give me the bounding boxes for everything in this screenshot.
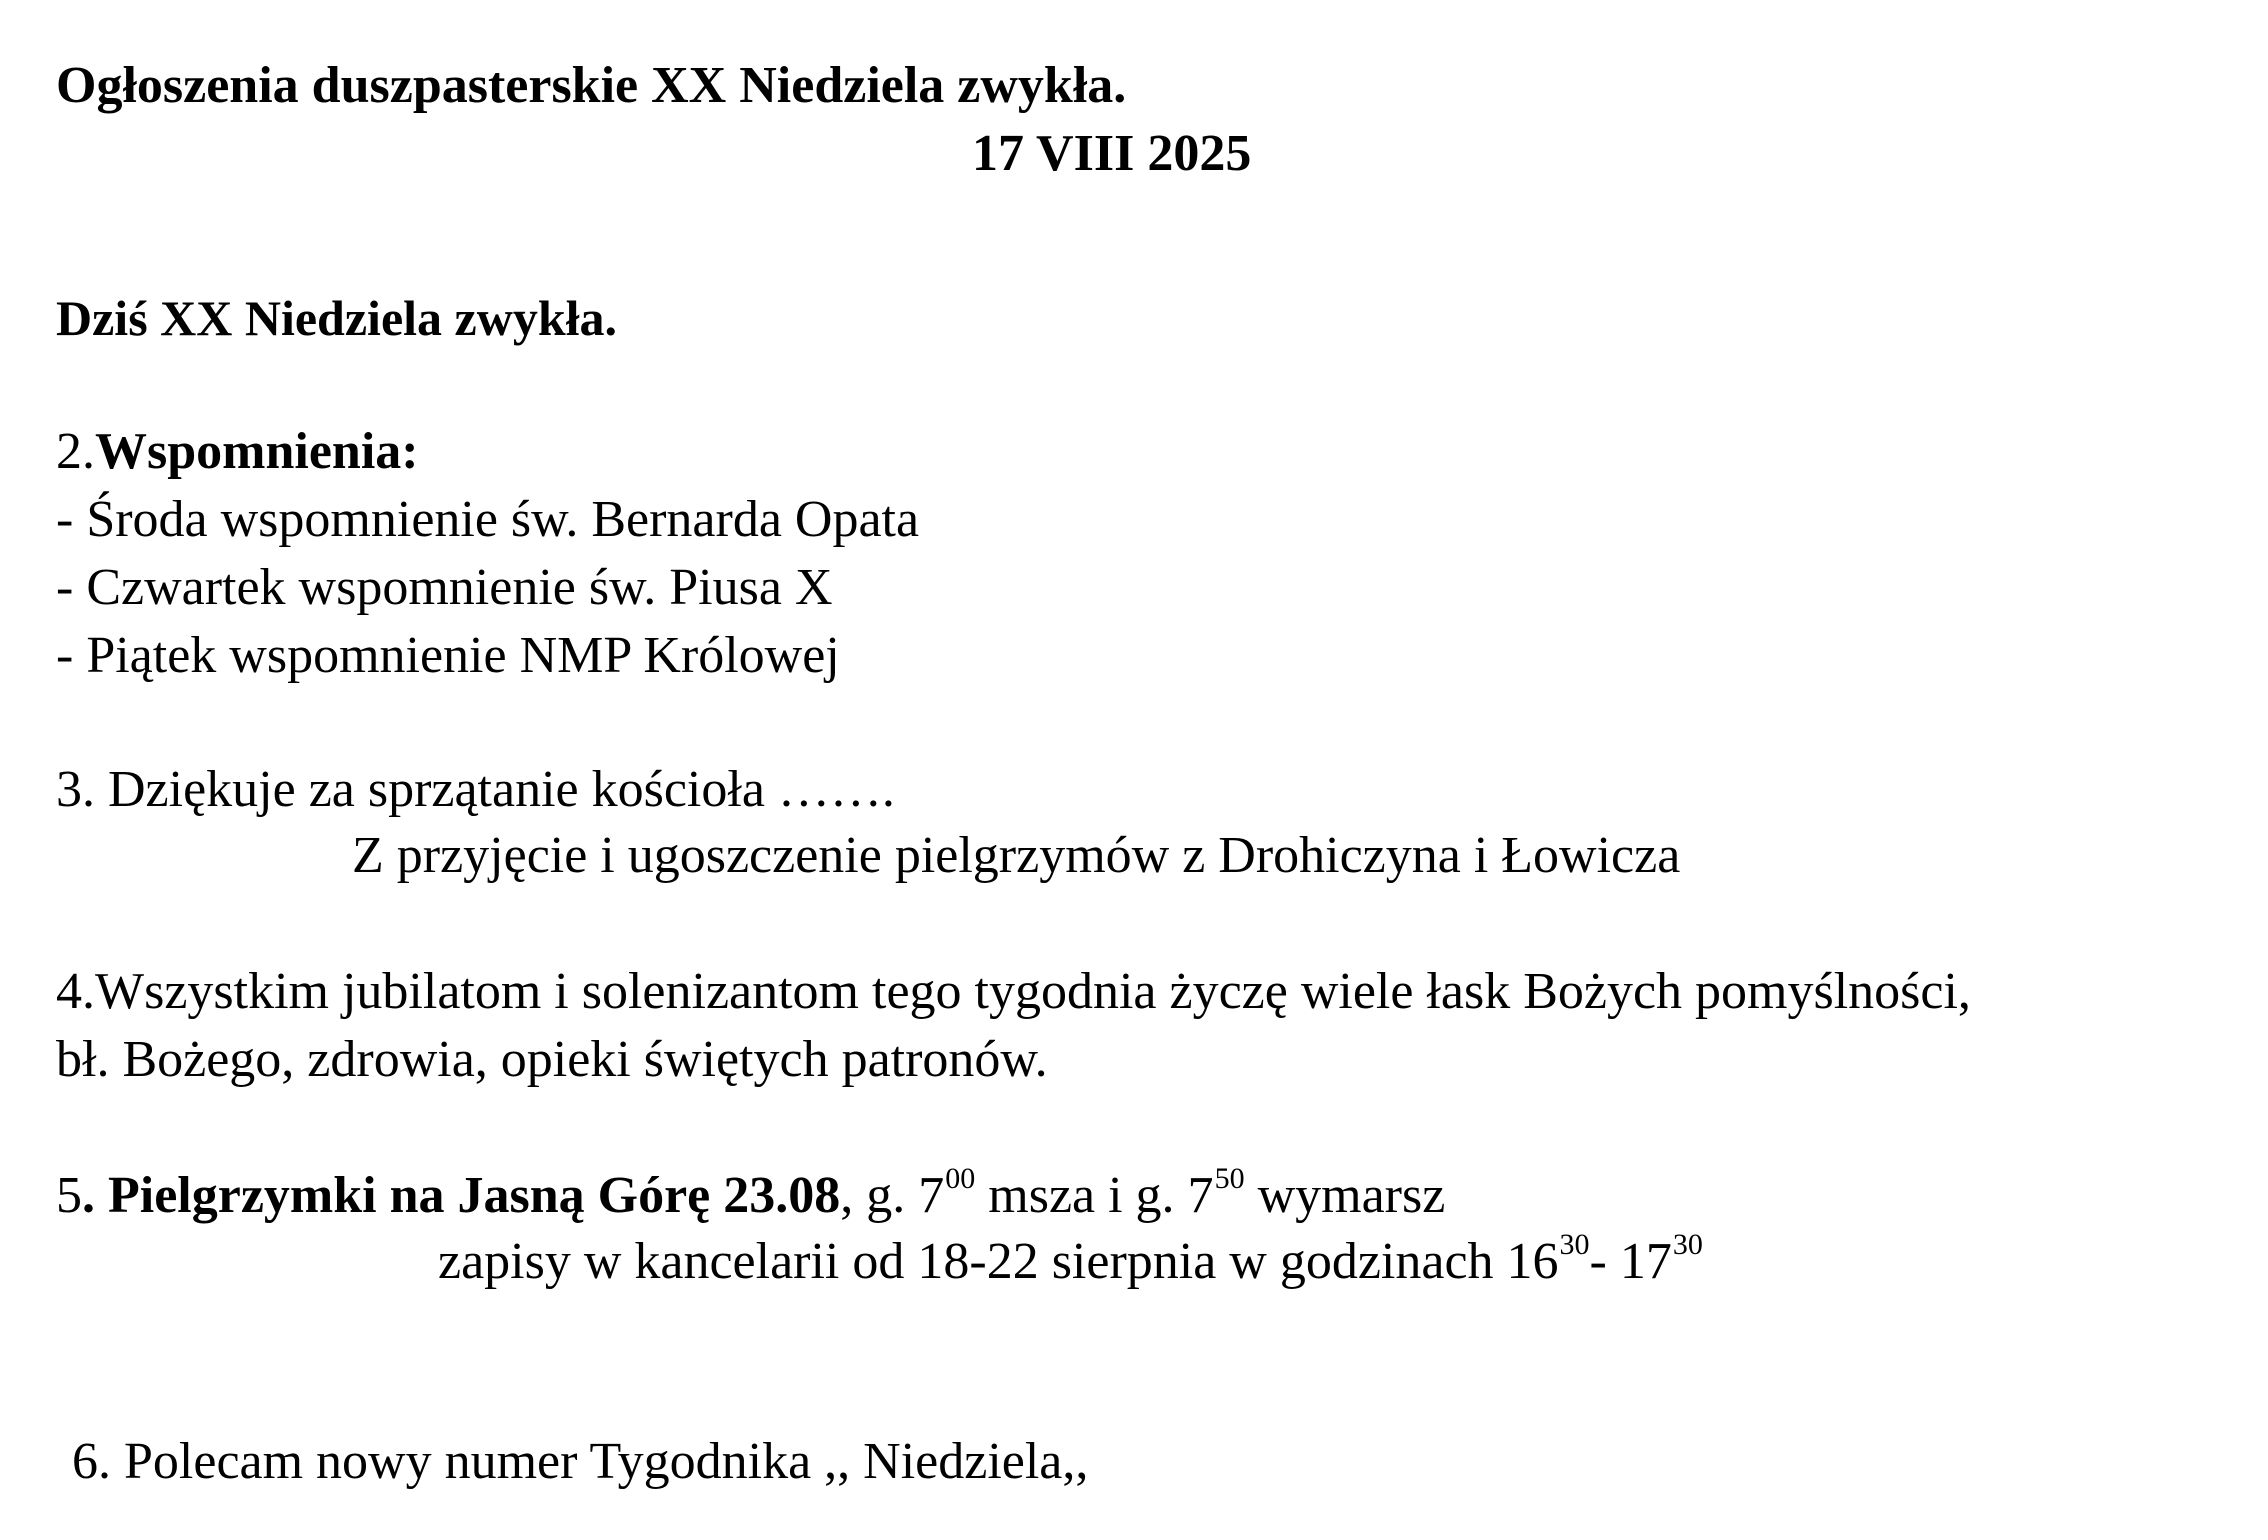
announcement-2-number: 2. <box>56 423 95 480</box>
pilgrimage-minutes-1: 00 <box>945 1162 976 1195</box>
registration-minutes-1: 30 <box>1559 1228 1590 1261</box>
pilgrimage-hour-1: , g. 7 <box>840 1167 945 1224</box>
announcement-2-title: Wspomnienia: <box>95 423 419 480</box>
announcement-4-line-2: bł. Bożego, zdrowia, opieki świętych patronów. <box>56 1031 1048 1088</box>
document-date: 17 VIII 2025 <box>972 125 1252 182</box>
memorial-friday: - Piątek wspomnienie NMP Królowej <box>56 627 840 684</box>
announcement-5-number: 5 <box>56 1167 82 1224</box>
announcement-4-line-1: 4.Wszystkim jubilatom i solenizantom tego tygodnia życzę wiele łask Bożych pomyślności, <box>56 963 1971 1020</box>
announcement-5-line-1 <box>56 1162 1445 1230</box>
announcement-5-line-2 <box>438 1228 1703 1296</box>
pilgrimage-title: . Pielgrzymki na Jasną Górę 23.08 <box>82 1167 841 1224</box>
announcement-6: 6. Polecam nowy numer Tygodnika ,, Niedziela,, <box>72 1433 1089 1490</box>
pilgrimage-departure: wymarsz <box>1244 1167 1446 1224</box>
announcement-3-line-1: 3. Dziękuje za sprzątanie kościoła ……. <box>56 761 895 818</box>
announcement-3-line-2: Z przyjęcie i ugoszczenie pielgrzymów z Drohiczyna i Łowicza <box>352 827 1681 884</box>
announcement-2-heading <box>56 418 419 486</box>
pilgrimage-hour-2: msza i g. 7 <box>975 1167 1214 1224</box>
memorial-wednesday: - Środa wspomnienie św. Bernarda Opata <box>56 491 920 548</box>
announcement-1: Dziś XX Niedziela zwykła. <box>56 290 618 346</box>
document-title: Ogłoszenia duszpasterskie XX Niedziela zwykła. <box>56 57 1127 114</box>
registration-hour-2: - 17 <box>1589 1233 1672 1290</box>
pilgrimage-minutes-2: 50 <box>1214 1162 1245 1195</box>
registration-text: zapisy w kancelarii od 18-22 sierpnia w godzinach 16 <box>438 1233 1559 1290</box>
memorial-thursday: - Czwartek wspomnienie św. Piusa X <box>56 559 833 616</box>
registration-minutes-2: 30 <box>1672 1228 1703 1261</box>
